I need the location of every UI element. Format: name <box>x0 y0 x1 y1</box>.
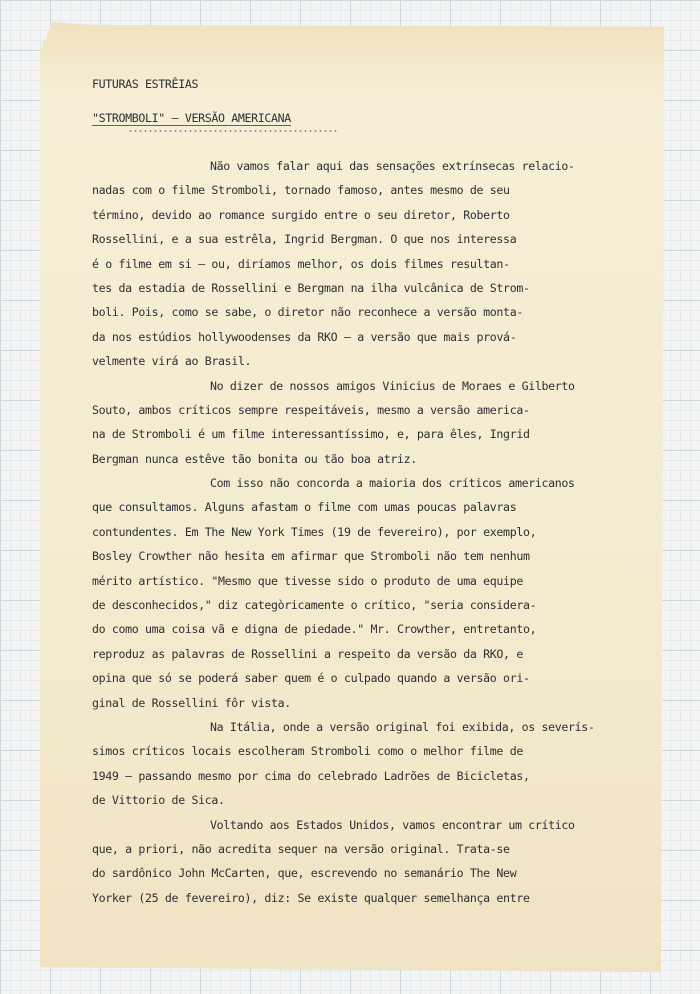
text-line: Na Itália, onde a versão original foi exibida, os severís- <box>210 719 595 734</box>
text-line: de Vittorio de Sica. <box>92 793 225 808</box>
text-line: mérito artístico. "Mesmo que tivesse sido o produto de uma equipe <box>92 573 523 588</box>
text-line: é o filme em si — ou, diríamos melhor, os dois filmes resultan- <box>92 256 510 271</box>
text-line: do sardônico John McCarten, que, escrevendo no semanário The New <box>92 866 517 881</box>
text-line: na de Stromboli é um filme interessantíssimo, e, para êles, Ingrid <box>92 427 530 442</box>
text-line: reproduz as palavras de Rossellini a respeito da versão da RKO, e <box>92 646 523 661</box>
text-line: ginal de Rossellini fôr vista. <box>92 695 291 710</box>
text-line: Rossellini, e a sua estrêla, Ingrid Bergman. O que nos interessa <box>92 232 517 247</box>
text-line: opina que só se poderá saber quem é o culpado quando a versão ori- <box>92 671 530 686</box>
section-heading: FUTURAS ESTRÊIAS <box>92 77 199 91</box>
text-line: No dizer de nossos amigos Vinicius de Moraes e Gilberto <box>210 378 575 393</box>
text-line: que consultamos. Alguns afastam o filme com umas poucas palavras <box>92 500 517 515</box>
text-line: 1949 — passando mesmo por cima do celebrado Ladrões de Bicicletas, <box>92 768 530 783</box>
text-line: Bergman nunca estêve tão bonita ou tão boa atriz. <box>92 451 417 466</box>
text-line: Não vamos falar aqui das sensações extrínsecas relacio- <box>210 159 575 173</box>
text-line: simos críticos locais escolheram Stromboli como o melhor filme de <box>92 744 523 759</box>
document-title <box>92 106 647 154</box>
text-line: término, devido ao romance surgido entre o seu diretor, Roberto <box>92 207 510 222</box>
text-line: Souto, ambos críticos sempre respeitáveis, mesmo a versão america- <box>92 402 530 417</box>
text-line: contundentes. Em The New York Times (19 de fevereiro), por exemplo, <box>92 524 537 539</box>
page-text <box>92 72 647 910</box>
text-line: de desconhecidos," diz categòricamente o crítico, "seria considera- <box>92 598 537 613</box>
title-text: "STROMBOLI" — VERSÃO AMERICANA <box>92 111 291 125</box>
text-line: do como uma coisa vã e digna de piedade." Mr. Crowther, entretanto, <box>92 622 537 637</box>
text-line: Com isso não concorda a maioria dos críticos americanos <box>210 476 575 491</box>
text-line: nadas com o filme Stromboli, tornado famoso, antes mesmo de seu <box>92 183 510 198</box>
text-line: Yorker (25 de fevereiro), diz: Se existe qualquer semelhança entre <box>92 890 530 905</box>
text-line: da nos estúdios hollywoodenses da RKO — a versão que mais prová- <box>92 329 517 344</box>
text-line: Bosley Crowther não hesita em afirmar que Stromboli não tem nenhum <box>92 549 530 564</box>
text-line: que, a priori, não acredita sequer na versão original. Trata-se <box>92 841 510 856</box>
text-line: tes da estadia de Rossellini e Bergman na ilha vulcânica de Strom- <box>92 280 530 295</box>
text-line: boli. Pois, como se sabe, o diretor não reconhece a versão monta- <box>92 305 523 320</box>
text-line: velmente virá ao Brasil. <box>92 354 252 369</box>
text-line: Voltando aos Estados Unidos, vamos encontrar um crítico <box>210 817 575 832</box>
